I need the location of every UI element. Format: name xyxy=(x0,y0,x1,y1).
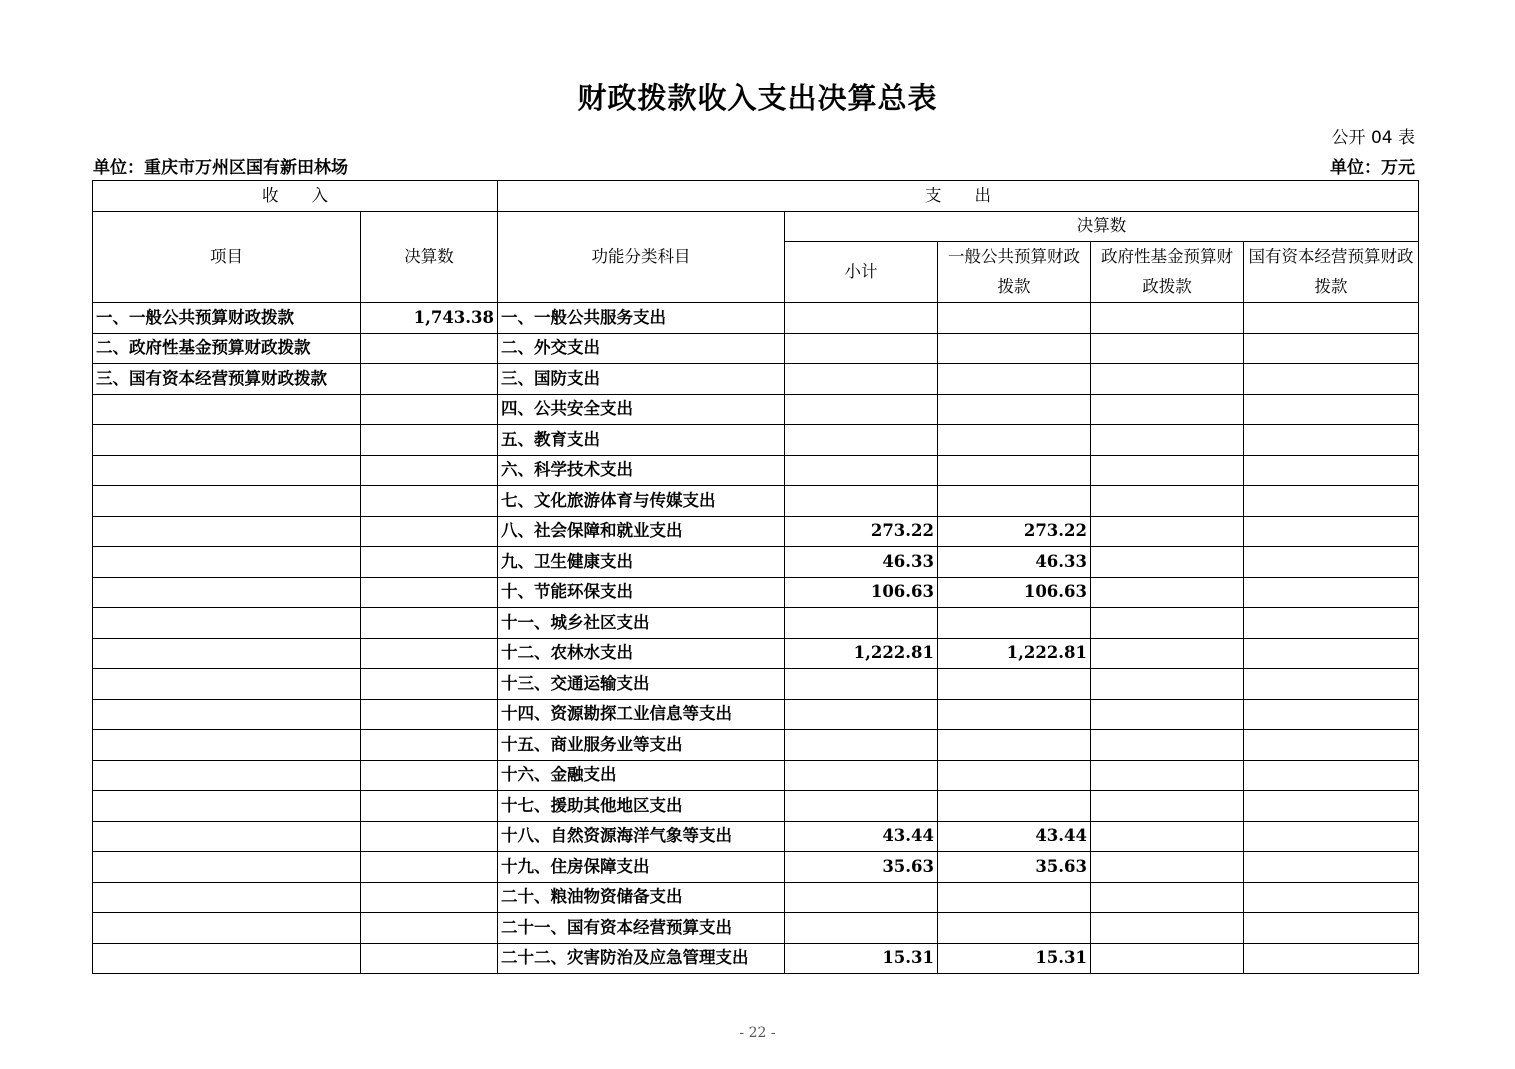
category-cell: 二、外交支出 xyxy=(498,333,785,364)
category-cell: 十三、交通运输支出 xyxy=(498,669,785,700)
subtotal-cell xyxy=(785,425,938,456)
gov-fund-cell xyxy=(1091,791,1244,822)
income-amount-cell xyxy=(361,455,498,486)
category-cell: 十四、资源勘探工业信息等支出 xyxy=(498,699,785,730)
income-item-cell xyxy=(93,791,361,822)
general-budget-cell: 1,222.81 xyxy=(938,638,1091,669)
general-budget-cell xyxy=(938,699,1091,730)
income-amount-cell xyxy=(361,852,498,883)
income-amount-cell xyxy=(361,638,498,669)
gov-fund-cell xyxy=(1091,333,1244,364)
subtotal-cell: 273.22 xyxy=(785,516,938,547)
functional-category-header: 功能分类科目 xyxy=(498,211,785,303)
currency-unit: 单位：万元 xyxy=(1330,158,1415,178)
category-cell: 十六、金融支出 xyxy=(498,760,785,791)
general-budget-cell xyxy=(938,303,1091,334)
general-budget-cell xyxy=(938,486,1091,517)
income-amount-cell xyxy=(361,608,498,639)
state-capital-cell xyxy=(1244,669,1419,700)
income-amount-cell xyxy=(361,913,498,944)
general-budget-cell: 273.22 xyxy=(938,516,1091,547)
table-row xyxy=(93,425,1419,456)
table-row xyxy=(93,730,1419,761)
table-row xyxy=(93,333,1419,364)
state-capital-cell xyxy=(1244,608,1419,639)
income-amount-cell xyxy=(361,669,498,700)
general-budget-cell xyxy=(938,333,1091,364)
subtotal-cell xyxy=(785,669,938,700)
table-row xyxy=(93,821,1419,852)
subtotal-cell xyxy=(785,913,938,944)
subtotal-cell xyxy=(785,455,938,486)
table-row xyxy=(93,791,1419,822)
page-number: - 22 - xyxy=(739,1025,776,1041)
income-item-cell xyxy=(93,821,361,852)
income-amount-cell xyxy=(361,516,498,547)
income-item-cell xyxy=(93,882,361,913)
subtotal-cell: 43.44 xyxy=(785,821,938,852)
general-budget-cell xyxy=(938,913,1091,944)
income-item-cell xyxy=(93,913,361,944)
table-row xyxy=(93,455,1419,486)
table-row xyxy=(93,394,1419,425)
income-amount-cell xyxy=(361,394,498,425)
state-capital-cell xyxy=(1244,455,1419,486)
state-capital-cell xyxy=(1244,791,1419,822)
general-budget-header: 一般公共预算财政拨款 xyxy=(938,242,1091,303)
subtotal-cell xyxy=(785,364,938,395)
state-capital-cell xyxy=(1244,303,1419,334)
gov-fund-cell xyxy=(1091,394,1244,425)
gov-fund-cell xyxy=(1091,852,1244,883)
gov-fund-cell xyxy=(1091,730,1244,761)
general-budget-cell xyxy=(938,791,1091,822)
category-cell: 十七、援助其他地区支出 xyxy=(498,791,785,822)
income-item-cell xyxy=(93,608,361,639)
subtotal-cell xyxy=(785,333,938,364)
general-budget-cell: 43.44 xyxy=(938,821,1091,852)
income-item-cell xyxy=(93,730,361,761)
category-cell: 二十、粮油物资储备支出 xyxy=(498,882,785,913)
category-cell: 十一、城乡社区支出 xyxy=(498,608,785,639)
state-capital-cell xyxy=(1244,547,1419,578)
state-capital-cell xyxy=(1244,699,1419,730)
income-amount-header: 决算数 xyxy=(361,211,498,303)
income-item-cell xyxy=(93,455,361,486)
income-item-cell xyxy=(93,394,361,425)
subtotal-cell xyxy=(785,882,938,913)
category-cell: 十二、农林水支出 xyxy=(498,638,785,669)
subtotal-cell xyxy=(785,730,938,761)
income-item-cell xyxy=(93,577,361,608)
general-budget-cell: 106.63 xyxy=(938,577,1091,608)
table-row xyxy=(93,913,1419,944)
income-amount-cell xyxy=(361,425,498,456)
table-row xyxy=(93,699,1419,730)
subtotal-cell xyxy=(785,699,938,730)
income-header: 收 入 xyxy=(93,181,498,212)
general-budget-cell: 35.63 xyxy=(938,852,1091,883)
gov-fund-cell xyxy=(1091,547,1244,578)
gov-fund-cell xyxy=(1091,455,1244,486)
gov-fund-cell xyxy=(1091,943,1244,974)
state-capital-cell xyxy=(1244,882,1419,913)
state-capital-cell xyxy=(1244,760,1419,791)
income-item-cell xyxy=(93,943,361,974)
category-cell: 三、国防支出 xyxy=(498,364,785,395)
general-budget-cell xyxy=(938,425,1091,456)
income-amount-cell xyxy=(361,547,498,578)
general-budget-cell xyxy=(938,455,1091,486)
general-budget-cell xyxy=(938,669,1091,700)
table-row xyxy=(93,303,1419,334)
income-amount-cell xyxy=(361,791,498,822)
income-item-cell xyxy=(93,699,361,730)
expense-amount-header: 决算数 xyxy=(785,211,1419,242)
table-row xyxy=(93,608,1419,639)
income-amount-cell xyxy=(361,364,498,395)
gov-fund-cell xyxy=(1091,669,1244,700)
category-cell: 十五、商业服务业等支出 xyxy=(498,730,785,761)
table-row xyxy=(93,486,1419,517)
gov-fund-cell xyxy=(1091,303,1244,334)
category-cell: 六、科学技术支出 xyxy=(498,455,785,486)
income-amount-cell xyxy=(361,486,498,517)
income-item-cell xyxy=(93,547,361,578)
general-budget-cell: 46.33 xyxy=(938,547,1091,578)
income-amount-cell xyxy=(361,333,498,364)
table-row xyxy=(93,669,1419,700)
category-cell: 九、卫生健康支出 xyxy=(498,547,785,578)
category-cell: 十九、住房保障支出 xyxy=(498,852,785,883)
general-budget-cell xyxy=(938,882,1091,913)
state-capital-cell xyxy=(1244,516,1419,547)
gov-fund-cell xyxy=(1091,821,1244,852)
state-capital-cell xyxy=(1244,577,1419,608)
state-capital-cell xyxy=(1244,333,1419,364)
income-item-cell xyxy=(93,852,361,883)
state-capital-cell xyxy=(1244,394,1419,425)
income-amount-cell xyxy=(361,699,498,730)
state-capital-cell xyxy=(1244,364,1419,395)
gov-fund-cell xyxy=(1091,699,1244,730)
gov-fund-cell xyxy=(1091,577,1244,608)
income-amount-cell xyxy=(361,882,498,913)
general-budget-cell xyxy=(938,364,1091,395)
subtotal-header: 小计 xyxy=(785,242,938,303)
category-cell: 五、教育支出 xyxy=(498,425,785,456)
subtotal-cell xyxy=(785,303,938,334)
income-amount-cell xyxy=(361,821,498,852)
category-cell: 四、公共安全支出 xyxy=(498,394,785,425)
gov-fund-header: 政府性基金预算财政拨款 xyxy=(1091,242,1244,303)
income-item-cell: 二、政府性基金预算财政拨款 xyxy=(93,333,361,364)
gov-fund-cell xyxy=(1091,425,1244,456)
header-row-middle xyxy=(93,211,1419,242)
general-budget-cell xyxy=(938,730,1091,761)
table-row xyxy=(93,760,1419,791)
table-row xyxy=(93,547,1419,578)
state-capital-cell xyxy=(1244,730,1419,761)
category-cell: 十、节能环保支出 xyxy=(498,577,785,608)
document-title: 财政拨款收入支出决算总表 xyxy=(577,81,938,115)
income-item-cell xyxy=(93,425,361,456)
gov-fund-cell xyxy=(1091,760,1244,791)
table-row xyxy=(93,577,1419,608)
income-item-cell xyxy=(93,486,361,517)
general-budget-cell xyxy=(938,608,1091,639)
income-item-cell xyxy=(93,669,361,700)
subtotal-cell: 46.33 xyxy=(785,547,938,578)
subtotal-cell xyxy=(785,791,938,822)
state-capital-header: 国有资本经营预算财政拨款 xyxy=(1244,242,1419,303)
income-item-cell xyxy=(93,638,361,669)
table-row xyxy=(93,882,1419,913)
subtotal-cell: 1,222.81 xyxy=(785,638,938,669)
subtotal-cell: 15.31 xyxy=(785,943,938,974)
income-amount-cell xyxy=(361,943,498,974)
income-amount-cell xyxy=(361,577,498,608)
income-amount-cell: 1,743.38 xyxy=(361,303,498,334)
table-row xyxy=(93,852,1419,883)
item-header: 项目 xyxy=(93,211,361,303)
category-cell: 八、社会保障和就业支出 xyxy=(498,516,785,547)
state-capital-cell xyxy=(1244,486,1419,517)
general-budget-cell xyxy=(938,760,1091,791)
category-cell: 一、一般公共服务支出 xyxy=(498,303,785,334)
gov-fund-cell xyxy=(1091,364,1244,395)
state-capital-cell xyxy=(1244,638,1419,669)
income-amount-cell xyxy=(361,730,498,761)
state-capital-cell xyxy=(1244,852,1419,883)
subtotal-cell xyxy=(785,394,938,425)
category-cell: 二十一、国有资本经营预算支出 xyxy=(498,913,785,944)
state-capital-cell xyxy=(1244,821,1419,852)
category-cell: 七、文化旅游体育与传媒支出 xyxy=(498,486,785,517)
subtotal-cell: 106.63 xyxy=(785,577,938,608)
table-number: 公开 04 表 xyxy=(1331,128,1415,148)
subtotal-cell xyxy=(785,760,938,791)
income-item-cell xyxy=(93,516,361,547)
organization-unit: 单位：重庆市万州区国有新田林场 xyxy=(93,158,348,178)
subtotal-cell xyxy=(785,608,938,639)
gov-fund-cell xyxy=(1091,882,1244,913)
table-row xyxy=(93,364,1419,395)
state-capital-cell xyxy=(1244,943,1419,974)
subtotal-cell xyxy=(785,486,938,517)
gov-fund-cell xyxy=(1091,486,1244,517)
gov-fund-cell xyxy=(1091,638,1244,669)
income-item-cell: 一、一般公共预算财政拨款 xyxy=(93,303,361,334)
income-item-cell xyxy=(93,760,361,791)
gov-fund-cell xyxy=(1091,608,1244,639)
table-row xyxy=(93,943,1419,974)
subtotal-cell: 35.63 xyxy=(785,852,938,883)
category-cell: 二十二、灾害防治及应急管理支出 xyxy=(498,943,785,974)
state-capital-cell xyxy=(1244,913,1419,944)
gov-fund-cell xyxy=(1091,516,1244,547)
category-cell: 十八、自然资源海洋气象等支出 xyxy=(498,821,785,852)
budget-table xyxy=(92,180,1419,974)
general-budget-cell: 15.31 xyxy=(938,943,1091,974)
gov-fund-cell xyxy=(1091,913,1244,944)
income-item-cell: 三、国有资本经营预算财政拨款 xyxy=(93,364,361,395)
expense-header: 支 出 xyxy=(498,181,1419,212)
general-budget-cell xyxy=(938,394,1091,425)
table-row xyxy=(93,516,1419,547)
state-capital-cell xyxy=(1244,425,1419,456)
income-amount-cell xyxy=(361,760,498,791)
table-row xyxy=(93,638,1419,669)
header-row-top xyxy=(93,181,1419,212)
